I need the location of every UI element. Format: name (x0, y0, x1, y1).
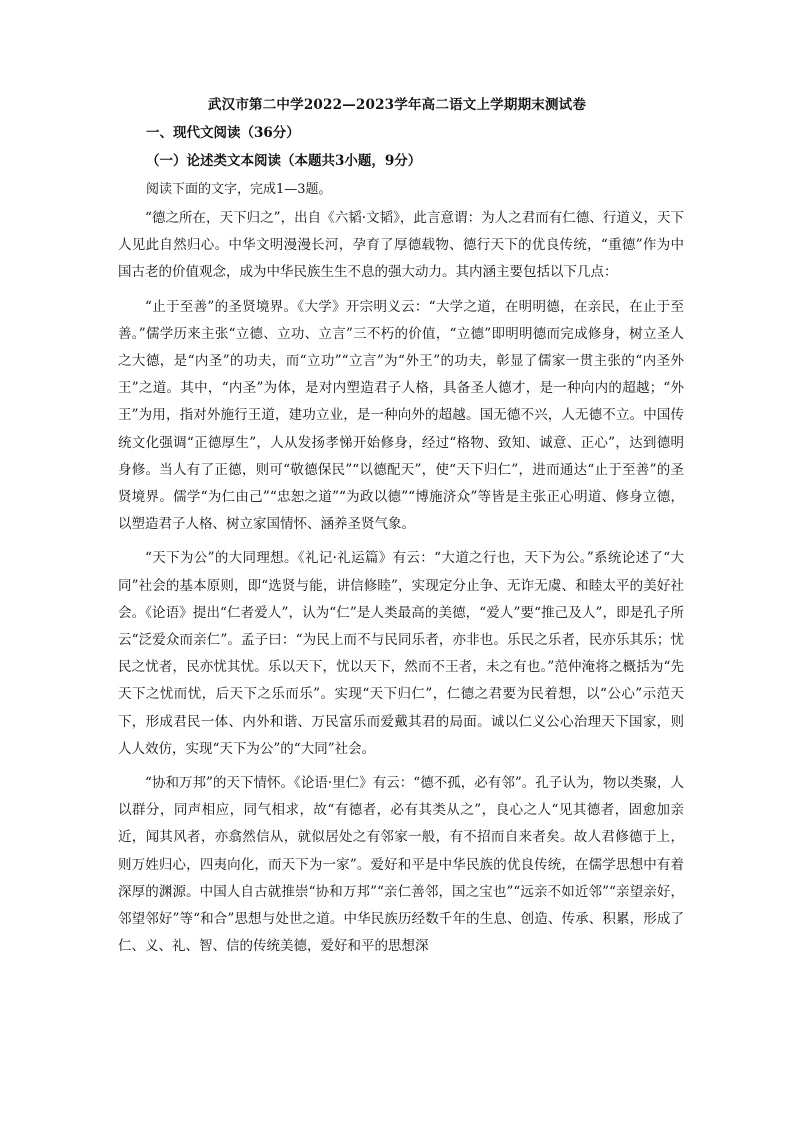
document-title: 武汉市第二中学2022—2023学年高二语文上学期期末测试卷 (207, 97, 587, 113)
section-heading: 一、现代文阅读（36分） (146, 125, 300, 141)
passage-paragraph-4: “协和万邦”的天下情怀。《论语·里仁》有云：“德不孤，必有邻”。孔子认为，物以类聚，人以群分，同声相应，同气相求，故“有德者，必有其类从之”，良心之人“见其德者，固愈加亲近，闻其风者，亦翕然信从，就似居处之有邻家一般，有不招而自来者矣。故人君修德于上，则万姓归心，四夷向化，而天下为一家”。爱好和平是中华民族的优良传统，在儒学思想中有着深厚的渊源。中国人自古就推崇“协和万邦”“亲仁善邻，国之宝也”“远亲不如近邻”“亲望亲好，邻望邻好”等“和合”思想与处世之道。中华民族历经数千年的生息、创造、传承、积累，形成了仁、义、礼、智、信的传统美德，爱好和平的思想深 (118, 775, 684, 955)
passage-paragraph-1: “德之所在，天下归之”，出自《六韬·文韬》，此言意谓：为人之君而有仁德、行道义，天下人见此自然归心。中华文明漫漫长河，孕育了厚德载物、德行天下的优良传统，“重德”作为中国古老的价值观念，成为中华民族生生不息的强大动力。其内涵主要包括以下几点： (118, 210, 684, 281)
reading-instruction: 阅读下面的文字，完成1—3题。 (146, 182, 332, 197)
passage-paragraph-3: “天下为公”的大同理想。《礼记·礼运篇》有云：“大道之行也，天下为公。”系统论述了“大同”社会的基本原则，即“选贤与能，讲信修睦”，实现定分止争、无诈无虞、和睦太平的美好社会。《论语》提出“仁者爱人”，认为“仁”是人类最高的美德，“爱人”要“推己及人”，即是孔子所云“泛爱众而亲仁”。孟子曰：“为民上而不与民同乐者，亦非也。乐民之乐者，民亦乐其乐；忧民之忧者，民亦忧其忧。乐以天下，忧以天下，然而不王者，未之有也。”范仲淹将之概括为“先天下之忧而忧，后天下之乐而乐”。实现“天下归仁”，仁德之君要为民着想，以“公心”示范天下，形成君民一体、内外和谐、万民富乐而爱戴其君的局面。诚以仁义公心治理天下国家，则人人效仿，实现“天下为公”的“大同”社会。 (118, 550, 684, 757)
passage-paragraph-2: “止于至善”的圣贤境界。《大学》开宗明义云：“大学之道，在明明德，在亲民，在止于至善。”儒学历来主张“立德、立功、立言”三不朽的价值，“立德”即明明德而完成修身，树立圣人之大德，是“内圣”的功夫，而“立功”“立言”为“外王”的功夫，彰显了儒家一贯主张的“内圣外王”之道。其中，“内圣”为体，是对内塑造君子人格，具备圣人德才，是一种向内的超越；“外王”为用，指对外施行王道，建功立业，是一种向外的超越。国无德不兴，人无德不立。中国传统文化强调“正德厚生”，人从发扬孝悌开始修身，经过“格物、致知、诚意、正心”，达到德明身修。当人有了正德，则可“敬德保民”“以德配天”，使“天下归仁”，进而通达“止于至善”的圣贤境界。儒学“为仁由己”“忠恕之道”“为政以德”“博施济众”等皆是主张正心明道、修身立德，以塑造君子人格、树立家国情怀、涵养圣贤气象。 (118, 298, 684, 533)
reading-passage (118, 205, 684, 967)
subsection-heading: （一）论述类文本阅读（本题共3小题，9分） (146, 153, 422, 169)
